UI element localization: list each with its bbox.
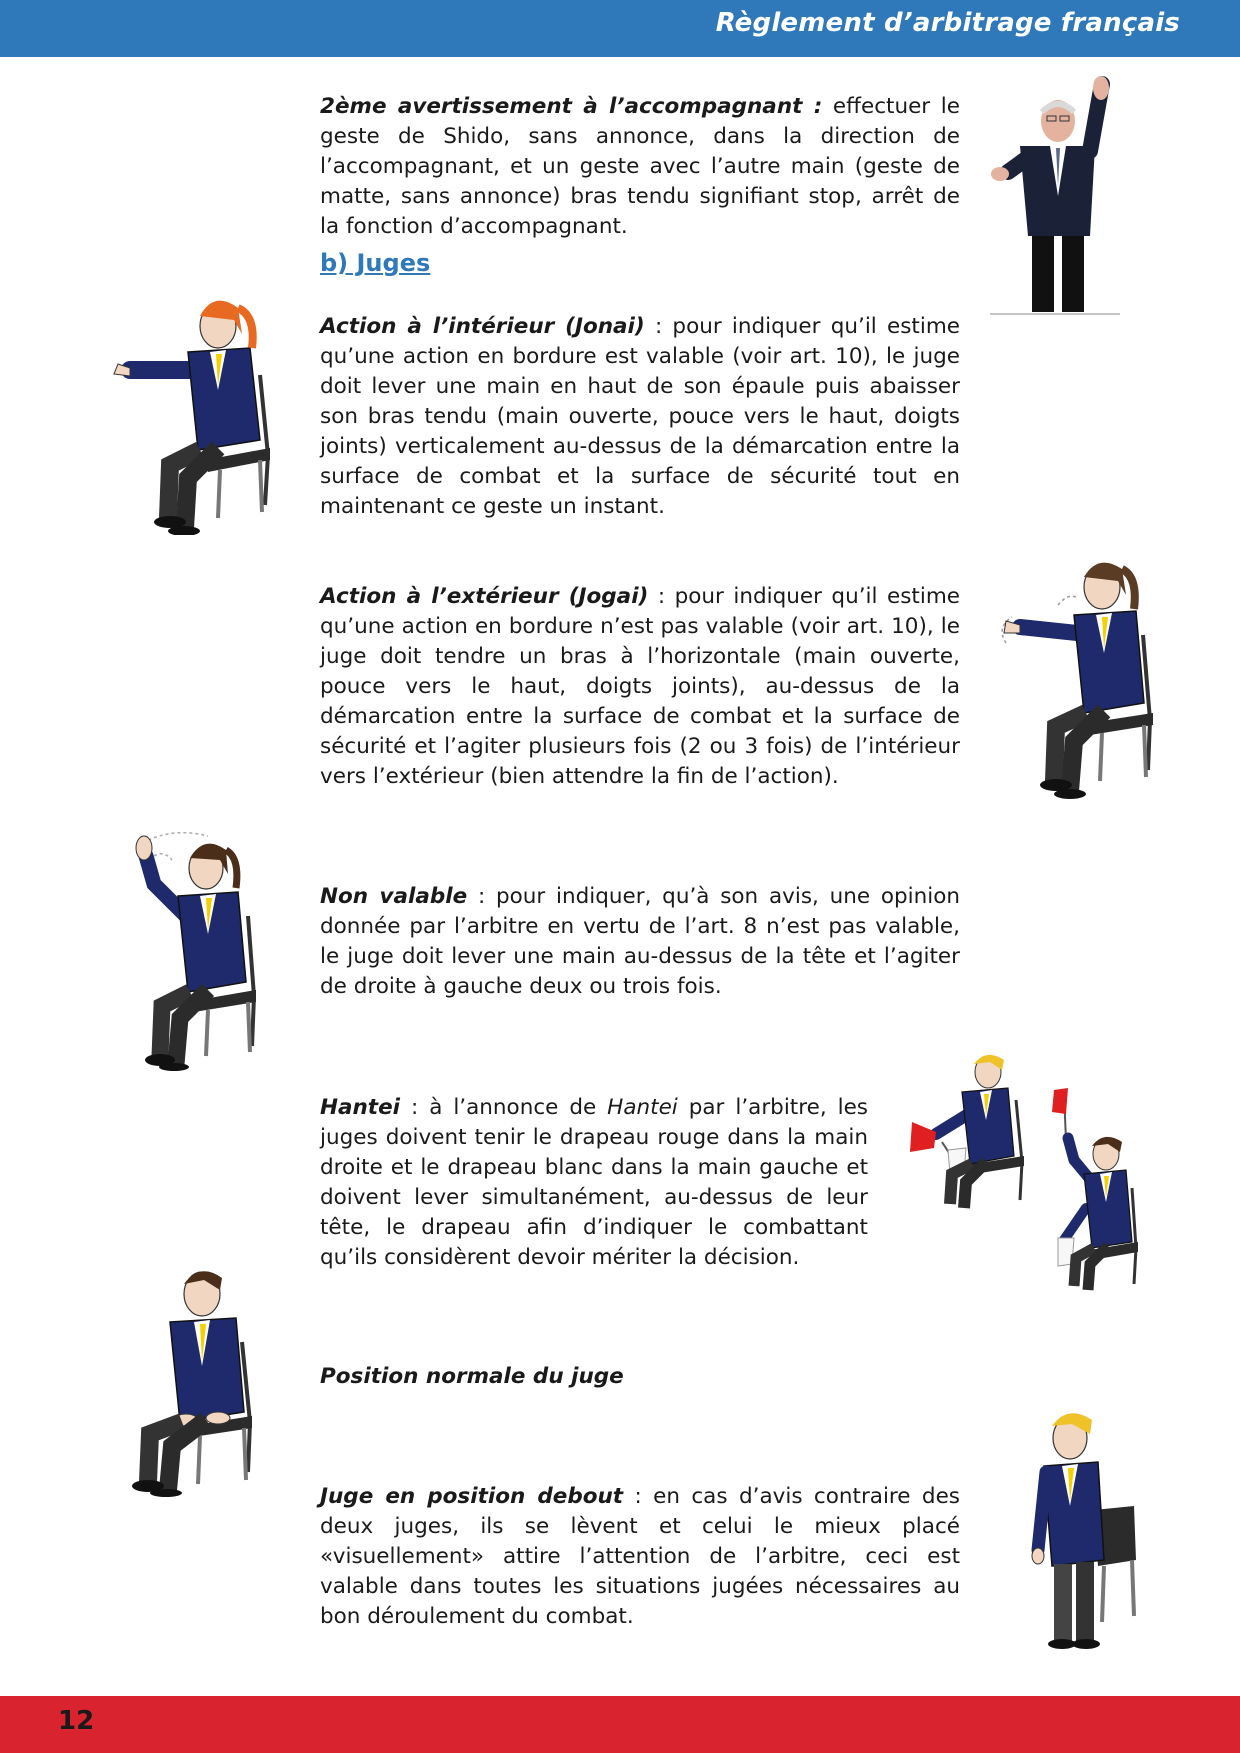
paragraph-lead: 2ème avertissement à l’accompagnant : [320,94,823,119]
paragraph-text: : en cas d’avis contraire des deux juges, ils se lèvent et celui le mieux placé «visuellement» attire l’attention de l’arbitre, ceci est valable dans toutes les situations jugées nécessaires au bon déroulement du combat. [320,1484,960,1629]
judge-standing-illustration-icon [1024,1410,1144,1650]
paragraph-lead: Action à l’intérieur (Jonai) [320,314,645,339]
paragraph-debout [320,1482,960,1632]
paragraph-emphasis: Hantei [607,1095,678,1120]
paragraph-lead: Position normale du juge [320,1364,624,1389]
judge-hantei-red-flag-illustration-icon [906,1052,1031,1212]
paragraph-text: : pour indiquer qu’il estime qu’une action en bordure est valable (voir art. 10), le juge doit lever une main en haut de son épaule puis abaisser son bras tendu (main ouverte, pouce vers le haut, doigts joints) verticalement au-dessus de la démarcation entre la surface de combat et la surface de sécurité tout en maintenant ce geste un instant. [320,314,960,519]
paragraph-lead: Juge en position debout [320,1484,624,1509]
paragraph-jogai [320,582,960,792]
paragraph-second-warning [320,92,960,242]
section-heading-juges: b) Juges [320,249,431,277]
paragraph-hantei [320,1093,868,1273]
paragraph-text: : à l’annonce de [400,1095,608,1120]
judge-seated-normal-illustration-icon [126,1262,266,1497]
page-number: 12 [58,1706,95,1736]
judge-non-valable-gesture-illustration-icon [128,826,268,1071]
paragraph-lead: Non valable [320,884,468,909]
paragraph-lead: Hantei [320,1095,401,1120]
paragraph-text: : pour indiquer qu’il estime qu’une action en bordure n’est pas valable (voir art. 10), le juge doit tendre un bras à l’horizontale (main ouverte, pouce vers le haut, doigts joints), au-dessus de la démarcation entre la surface de combat et la surface de sécurité et l’agiter plusieurs fois (2 ou 3 fois) de l’intérieur vers l’extérieur (bien attendre la fin de l’action). [320,584,960,789]
paragraph-jonai [320,312,960,522]
judge-jonai-gesture-illustration-icon [110,290,280,535]
paragraph-lead: Action à l’extérieur (Jogai) [320,584,649,609]
paragraph-text: par l’arbitre, les juges doivent tenir le drapeau rouge dans la main droite et le drapeau blanc dans la main gauche et doivent lever simultanément, au-dessus de leur tête, le drapeau afin d’indiquer le combattant qu’ils considèrent devoir mériter la décision. [320,1095,869,1270]
judge-jogai-gesture-illustration-icon [998,555,1168,800]
header-title: Règlement d’arbitrage français [715,8,1180,38]
page-footer [0,1696,1240,1753]
paragraph-text: : pour indiquer, qu’à son avis, une opinion donnée par l’arbitre en vertu de l’art. 8 n’est pas valable, le juge doit lever une main au-dessus de la tête et l’agiter de droite à gauche deux ou trois fois. [320,884,960,999]
referee-shido-gesture-photo-icon [990,76,1120,316]
page-header [0,0,1240,57]
judge-hantei-raised-flag-illustration-icon [1046,1088,1146,1293]
paragraph-position-normale [320,1362,960,1392]
paragraph-text: effectuer le geste de Shido, sans annonce, dans la direction de l’accompagnant, et un geste avec l’autre main (geste de matte, sans annonce) bras tendu signifiant stop, arrêt de la fonction d’accompagnant. [320,94,960,239]
paragraph-non-valable [320,882,960,1002]
